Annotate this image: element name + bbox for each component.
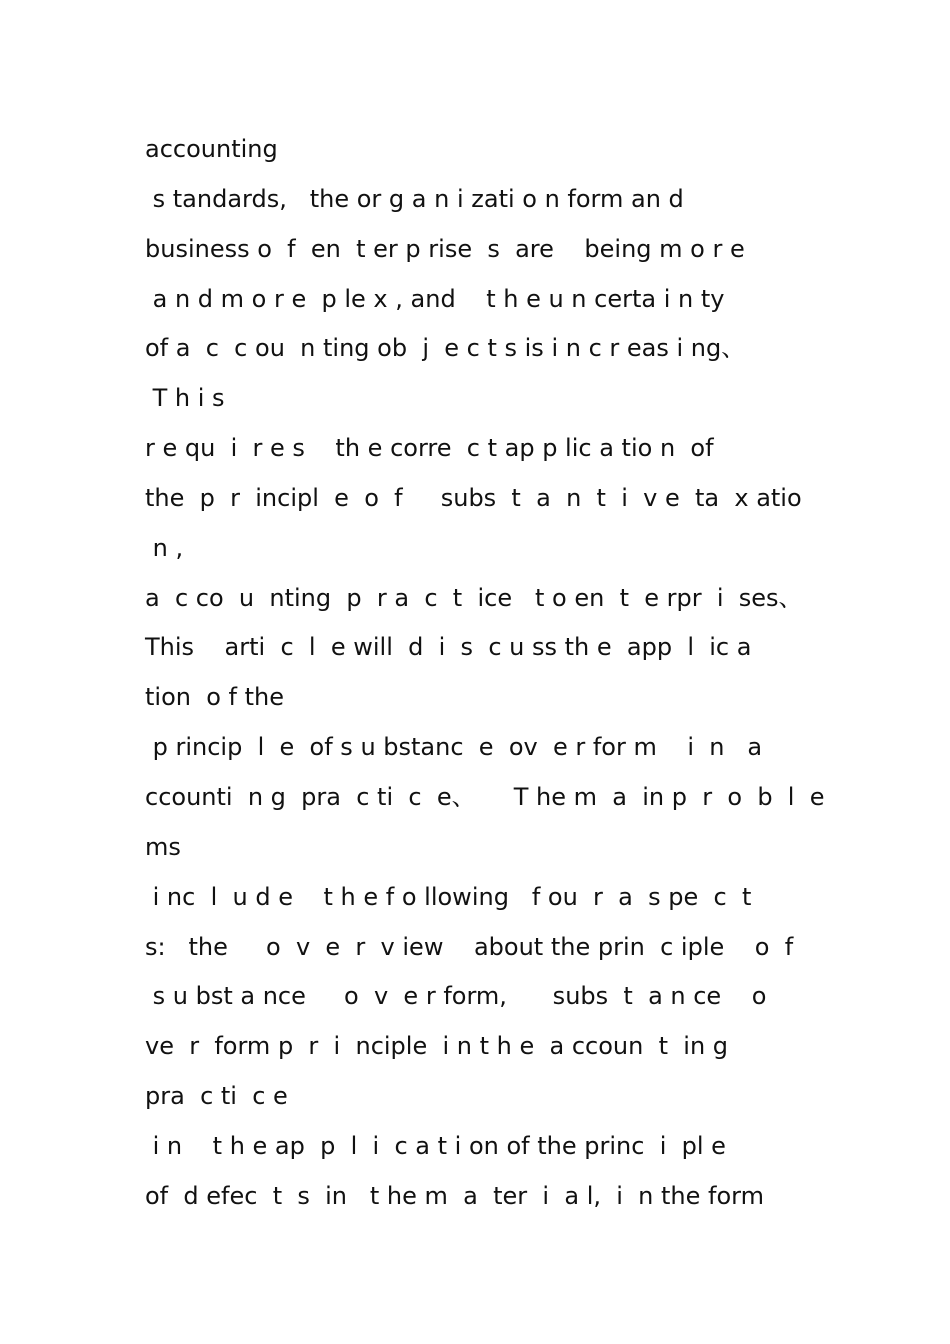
text-line: r e qu i r e s th e corre c t ap p lic a tio n of (145, 434, 714, 463)
text-line: ms (145, 832, 181, 861)
text-line: the p r incipl e o f subs t a n t i v e ta x atio (145, 483, 802, 512)
text-line: p rincip l e of s u bstanc e ov e r for m i n a (145, 733, 763, 762)
text-line: a n d m o r e p le x , and t h e u n certa i n ty (145, 284, 725, 313)
text-line: pra c ti c e (145, 1082, 288, 1111)
text-line: ccounti n g pra c ti c e、 T he m a in p r o b l e (145, 782, 825, 811)
text-line: business o f en t er p rise s are being m o r e (145, 234, 745, 263)
body-text (145, 131, 825, 1228)
text-line: s u bst a nce o v e r form, subs t a n ce o (145, 982, 767, 1011)
text-line: accounting (145, 135, 278, 163)
text-line: of a c c ou n ting ob j e c t s is i n c r eas i ng、 (145, 334, 746, 363)
text-line: a c co u nting p r a c t ice t o en t e rpr i ses、 (145, 583, 803, 612)
text-line: i n t h e ap p l i c a t i on of the princ i pl e (145, 1131, 726, 1160)
text-line: s: the o v e r v iew about the prin c iple o f (145, 932, 794, 961)
text-line: of d efec t s in t he m a ter i a l, i n the form (145, 1181, 764, 1210)
text-line: This arti c l e will d i s c u ss th e app l ic a (145, 633, 752, 662)
text-line: tion o f the (145, 683, 285, 712)
text-line: n , (145, 533, 184, 562)
text-line: i nc l u d e t h e f o llowing f ou r a s pe c t (145, 882, 752, 911)
text-line: s tandards, the or g a n i zati o n form an d (145, 184, 684, 213)
text-line: ve r form p r i nciple i n t h e a ccoun t in g (145, 1032, 729, 1061)
text-line: T h i s (145, 384, 225, 413)
